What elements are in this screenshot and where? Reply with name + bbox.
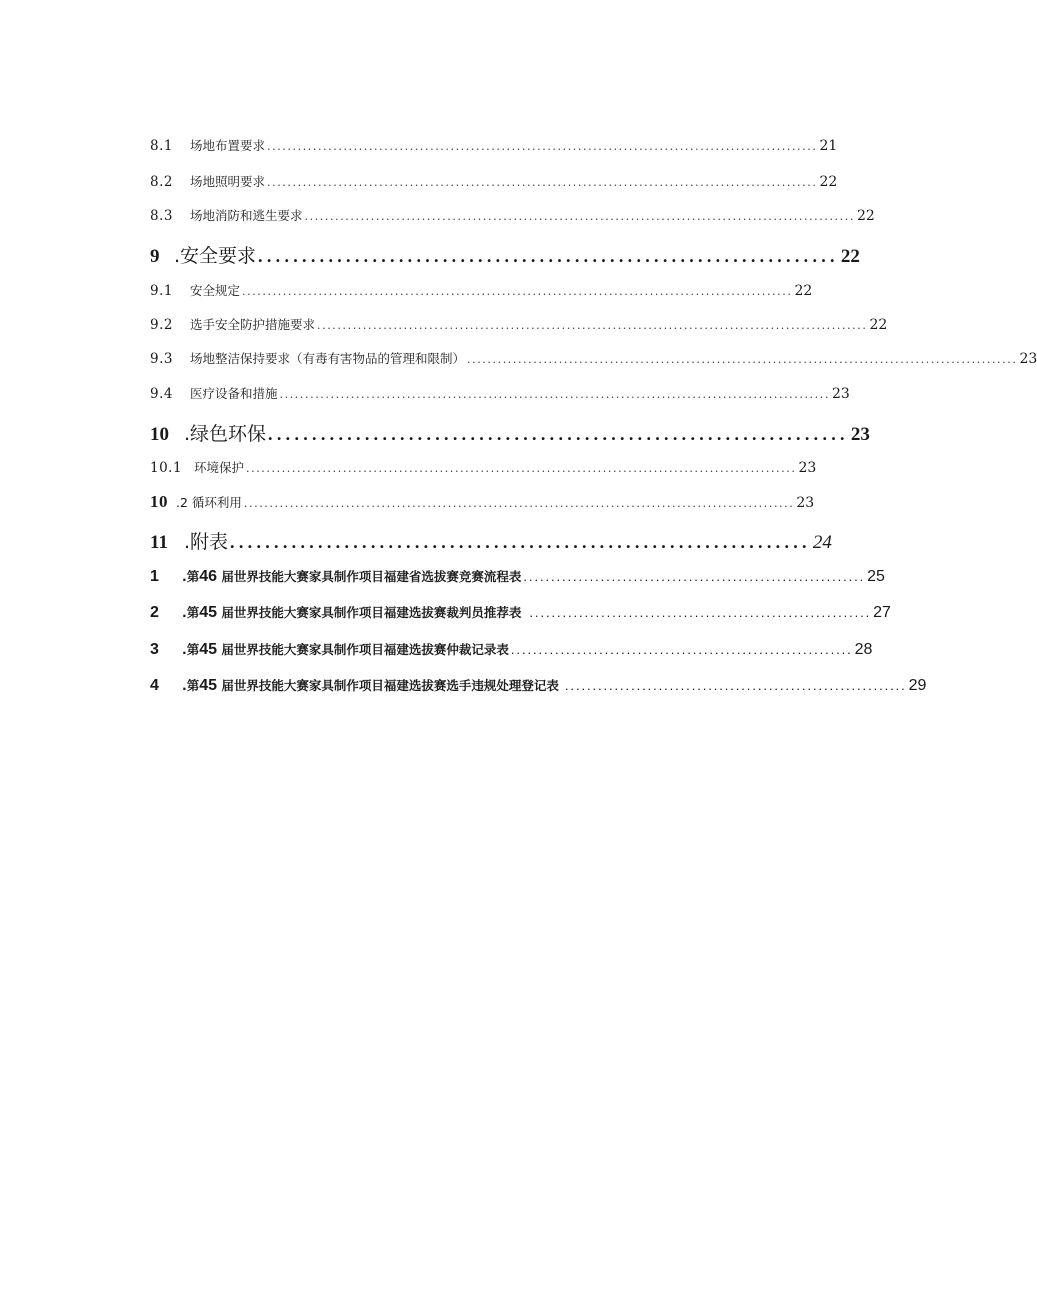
entry-title: 安全规定 — [190, 283, 241, 298]
dot-leader: ............................................................................................................ — [243, 497, 795, 510]
entry-page: 21 — [819, 138, 838, 154]
section-number: 11 — [150, 532, 168, 553]
appendix-page: 28 — [854, 641, 873, 658]
entry-page: 22 — [856, 208, 875, 224]
toc-entry[interactable] — [150, 281, 813, 299]
entry-number: 8.3 — [150, 208, 173, 224]
dot-leader: ............................................................................................................ — [279, 388, 830, 401]
appendix-title: .第45 届世界技能大赛家具制作项目福建选拔赛仲裁记录表 — [182, 641, 509, 658]
dot-leader: ............................................................................................................ — [267, 176, 818, 189]
appendix-entry[interactable] — [150, 567, 885, 586]
toc-section-entry[interactable] — [150, 241, 860, 268]
section-title: .附表 — [184, 531, 229, 553]
toc-entry[interactable] — [150, 458, 817, 476]
entry-number: 9.3 — [150, 351, 173, 367]
appendix-number: 1 — [150, 568, 159, 585]
dot-leader: .................................................................. — [258, 246, 839, 266]
toc-entry[interactable] — [150, 492, 815, 512]
dot-leader: ............................................................................................................ — [317, 319, 868, 332]
entry-number: 8.1 — [150, 138, 173, 154]
appendix-page: 27 — [873, 604, 891, 621]
toc-entry[interactable] — [150, 349, 1037, 367]
entry-page: 22 — [794, 283, 813, 299]
entry-title: 场地布置要求 — [190, 138, 266, 153]
section-page: 23 — [850, 424, 870, 445]
entry-title: 场地整洁保持要求（有毒有害物品的管理和限制） — [190, 351, 466, 366]
entry-page: 23 — [798, 460, 817, 476]
section-title: .安全要求 — [174, 245, 257, 267]
section-page: 24 — [812, 532, 832, 553]
appendix-entry[interactable] — [150, 603, 891, 622]
toc-entry[interactable] — [150, 206, 875, 224]
dot-leader: .................................................................. — [230, 532, 811, 552]
entry-title: 选手安全防护措施要求 — [190, 317, 316, 332]
entry-number: 9.4 — [150, 386, 173, 402]
entry-title: 医疗设备和措施 — [190, 386, 278, 401]
dot-leader: ............................................................................................................ — [467, 353, 1018, 366]
appendix-number: 3 — [150, 641, 159, 658]
entry-number: 8.2 — [150, 174, 173, 190]
dot-leader: ............................................................................................................ — [246, 462, 797, 475]
section-page: 22 — [840, 246, 860, 267]
appendix-title: .第46 届世界技能大赛家具制作项目福建省选拔赛竞赛流程表 — [182, 568, 522, 585]
entry-title: .2 循环利用 — [176, 495, 242, 510]
dot-leader: .................................................................. — [268, 424, 849, 444]
appendix-number: 2 — [150, 604, 159, 621]
entry-number: 10 — [150, 492, 168, 511]
entry-number: 9.2 — [150, 317, 173, 333]
entry-title: 场地照明要求 — [190, 174, 266, 189]
appendix-title: .第45 届世界技能大赛家具制作项目福建选拔赛选手违规处理登记表 — [182, 677, 559, 694]
section-title: .绿色环保 — [184, 423, 267, 445]
entry-page: 22 — [869, 317, 888, 333]
appendix-entry[interactable] — [150, 640, 873, 659]
dot-leader: ............................................................................................................ — [242, 285, 793, 298]
toc-entry[interactable] — [150, 136, 838, 154]
entry-title: 场地消防和逃生要求 — [190, 208, 303, 223]
dot-leader: ............................................................................................................ — [304, 210, 855, 223]
appendix-number: 4 — [150, 677, 159, 694]
toc-entry[interactable] — [150, 315, 888, 333]
entry-number: 10.1 — [150, 460, 183, 476]
appendix-page: 25 — [867, 568, 885, 585]
appendix-entry[interactable] — [150, 676, 927, 695]
section-number: 9 — [150, 246, 160, 267]
entry-title: 环境保护 — [194, 460, 245, 475]
toc-entry[interactable] — [150, 384, 850, 402]
dot-leader: .............................................................. — [529, 605, 872, 620]
toc-section-entry[interactable] — [150, 527, 832, 554]
entry-page: 22 — [819, 174, 838, 190]
dot-leader: .............................................................. — [564, 678, 907, 693]
section-number: 10 — [150, 424, 169, 445]
entry-page: 23 — [796, 495, 815, 511]
toc-entry[interactable] — [150, 172, 838, 190]
dot-leader: .............................................................. — [510, 642, 853, 657]
entry-number: 9.1 — [150, 283, 173, 299]
dot-leader: .............................................................. — [523, 569, 866, 584]
toc-section-entry[interactable] — [150, 419, 870, 446]
appendix-page: 29 — [908, 677, 927, 694]
appendix-title: .第45 届世界技能大赛家具制作项目福建选拔赛裁判员推荐表 — [182, 604, 522, 621]
dot-leader: ............................................................................................................ — [267, 140, 818, 153]
entry-page: 23 — [831, 386, 850, 402]
entry-page: 23 — [1019, 351, 1037, 367]
